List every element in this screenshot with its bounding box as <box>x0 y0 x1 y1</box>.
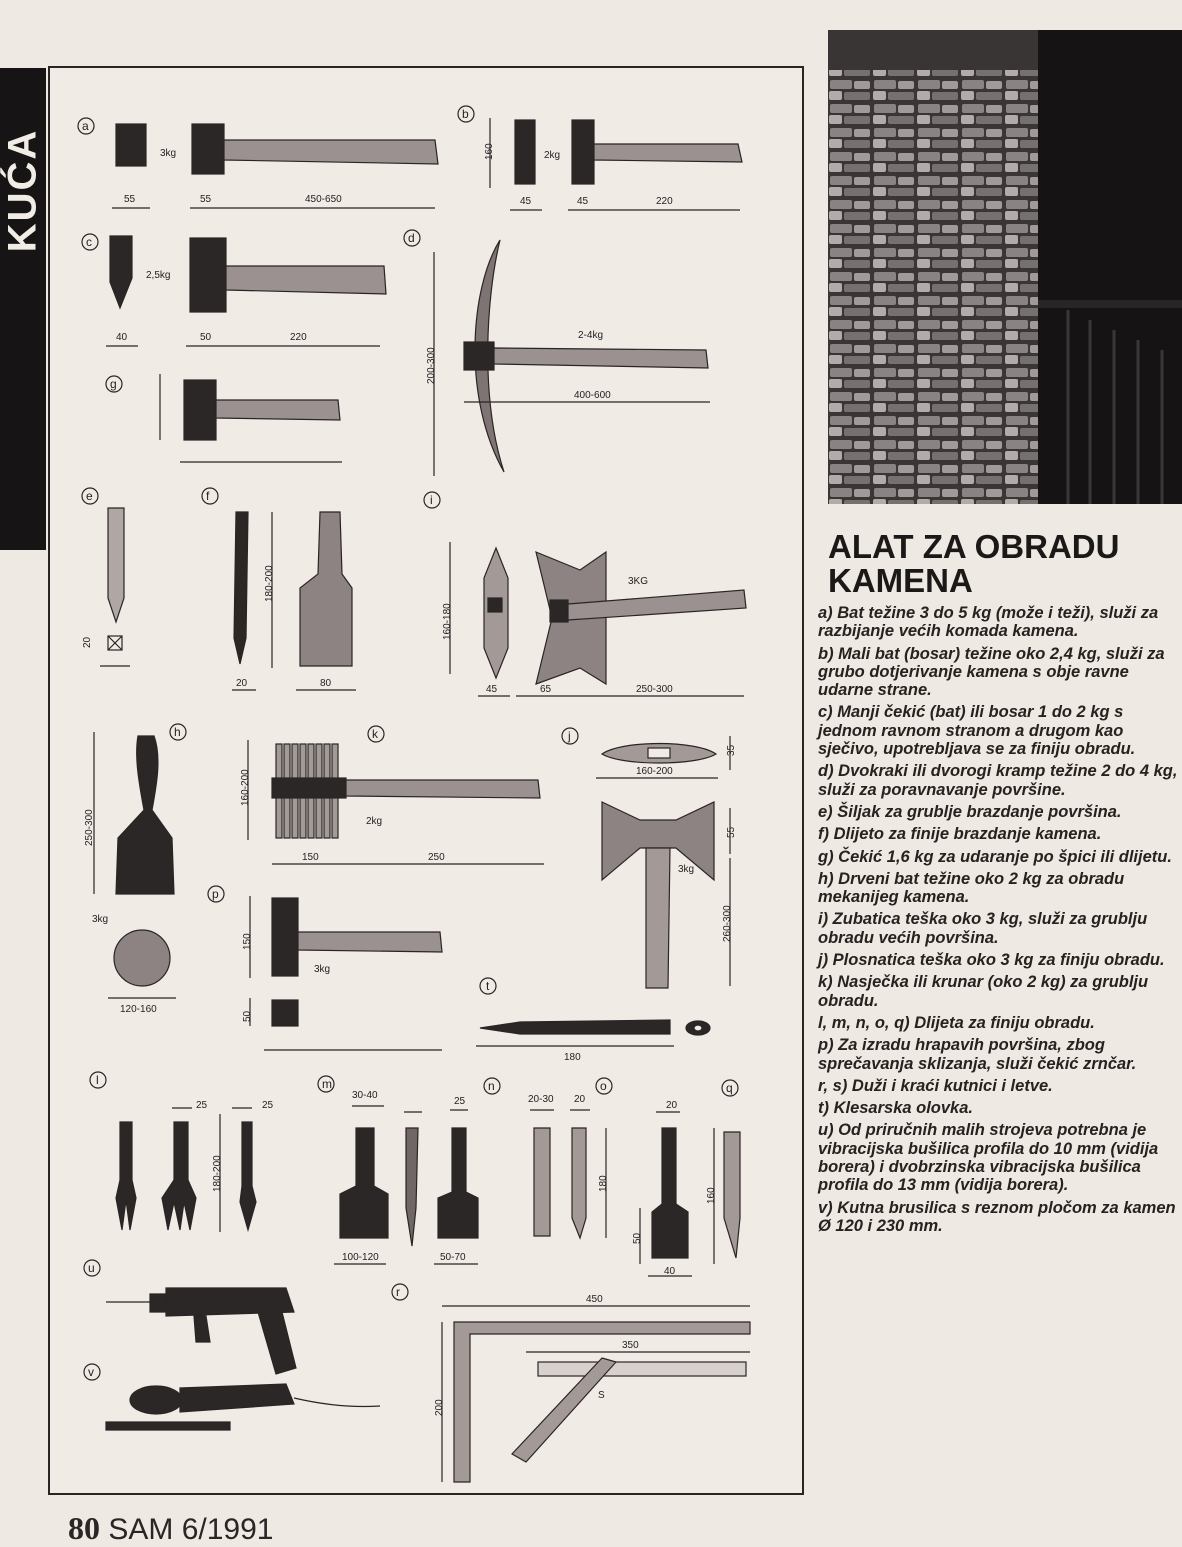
label-t-len: 180 <box>564 1052 581 1063</box>
label-f-d1: 20 <box>236 678 248 689</box>
label-c-d3: 220 <box>290 332 307 343</box>
tool-g-hammer <box>106 374 342 462</box>
label-i-weight: 3KG <box>628 576 649 587</box>
caption-item: f) Dlijeto za finije brazdanje kamena. <box>818 825 1102 844</box>
letter-t: t <box>486 979 490 993</box>
label-h-h: 250-300 <box>84 809 95 846</box>
caption-item: d) Dvokraki ili dvorogi kramp težine 2 do 4 kg, služi za poravnavanje površine. <box>818 762 1178 799</box>
label-m-d3: 100-120 <box>342 1252 379 1263</box>
tool-p-bushing-hammer <box>208 886 442 1050</box>
label-m-d2: 25 <box>454 1096 466 1107</box>
label-p-h1: 150 <box>242 933 253 950</box>
tool-r-square <box>392 1284 750 1482</box>
label-c-d2: 50 <box>200 332 212 343</box>
letter-j: j <box>568 729 571 743</box>
stone-wall-image <box>828 30 1182 504</box>
label-d-weight: 2-4kg <box>578 330 604 341</box>
letter-h: h <box>174 725 181 739</box>
letter-c: c <box>86 235 92 249</box>
caption-item: e) Šiljak za grublje brazdanje površina. <box>818 802 1122 821</box>
article-title-line1: ALAT ZA OBRADU <box>828 528 1120 565</box>
label-k-d1: 150 <box>302 852 319 863</box>
label-a-d3: 450-650 <box>305 194 342 205</box>
caption-item: p) Za izradu hrapavih površina, zbog sprečavanja sklizanja, služi čekić zrnčar. <box>818 1036 1137 1073</box>
letter-p: p <box>212 887 219 901</box>
label-a-weight: 3kg <box>160 148 177 159</box>
letter-a: a <box>82 119 89 133</box>
label-o-d1: 20 <box>666 1100 678 1111</box>
magazine-issue: SAM 6/1991 <box>108 1513 274 1546</box>
label-n-d2: 20 <box>574 1094 586 1105</box>
label-d-len: 400-600 <box>574 390 611 401</box>
caption-item: b) Mali bat (bosar) težine oko 2,4 kg, služi za grubo dotjerivanje kamena s obje ravne udarne strane. <box>818 644 1165 700</box>
tool-d-pickaxe <box>404 230 710 476</box>
label-l-d2: 25 <box>262 1100 274 1111</box>
caption-item: l, m, n, o, q) Dlijeta za finiju obradu. <box>818 1013 1095 1032</box>
label-o-d2: 40 <box>664 1266 676 1277</box>
article-title <box>828 530 1168 598</box>
label-m-d1: 30-40 <box>352 1090 378 1101</box>
label-a-d2: 55 <box>200 194 212 205</box>
label-b-d3: 220 <box>656 196 673 207</box>
label-i-h: 160-180 <box>442 603 453 640</box>
stone-wall-photo <box>828 30 1182 504</box>
label-o-h: 50 <box>632 1232 643 1244</box>
label-l-h: 180-200 <box>212 1155 223 1192</box>
caption-item: j) Plosnatica teška oko 3 kg za finiju obradu. <box>818 951 1165 970</box>
tool-k-crandall <box>240 726 544 864</box>
label-d-h: 200-300 <box>426 347 437 384</box>
tool-i-bush-hammer <box>424 492 746 696</box>
label-f-h: 180-200 <box>264 565 275 602</box>
caption-item: g) Čekić 1,6 kg za udaranje po špici ili dlijetu. <box>818 847 1172 866</box>
letter-e: e <box>86 489 93 503</box>
label-r-h: 200 <box>434 1399 445 1416</box>
label-i-d3: 250-300 <box>636 684 673 695</box>
article-title-line2: KAMENA <box>828 562 973 599</box>
tool-e-point-chisel <box>82 488 130 666</box>
tool-b-small-hammer <box>458 106 742 210</box>
label-k-d2: 250 <box>428 852 445 863</box>
tool-a-sledgehammer <box>78 118 438 208</box>
tool-u-impact-drill <box>84 1260 296 1374</box>
label-n-d1: 20-30 <box>528 1094 554 1105</box>
letter-f: f <box>206 489 210 503</box>
label-i-d1: 45 <box>486 684 498 695</box>
label-j-w: 160-200 <box>636 766 673 777</box>
tool-c-hammer <box>82 234 386 346</box>
label-h-d: 120-160 <box>120 1004 157 1015</box>
label-q-h: 160 <box>706 1187 717 1204</box>
label-c-d1: 40 <box>116 332 128 343</box>
label-j-h1: 35 <box>726 744 737 756</box>
label-b-d2: 45 <box>577 196 589 207</box>
label-s: S <box>598 1390 605 1401</box>
label-l-d1: 25 <box>196 1100 208 1111</box>
label-j-h3: 260-300 <box>722 905 733 942</box>
tool-q-chisel <box>706 1080 740 1264</box>
label-k-weight: 2kg <box>366 816 383 827</box>
letter-i: i <box>430 493 433 507</box>
tool-o-chisel <box>596 1078 692 1277</box>
tool-j-axe <box>562 728 737 988</box>
letter-n: n <box>488 1079 495 1093</box>
letter-b: b <box>462 107 469 121</box>
caption-item: i) Zubatica teška oko 3 kg, služi za grublju obradu većih površina. <box>818 910 1148 947</box>
letter-m: m <box>322 1077 332 1091</box>
label-s-len: 350 <box>622 1340 639 1351</box>
label-f-d2: 80 <box>320 678 332 689</box>
letter-r: r <box>396 1285 400 1299</box>
label-r-len: 450 <box>586 1294 603 1305</box>
caption-item: h) Drveni bat težine oko 2 kg za obradu mekanijeg kamena. <box>818 869 1125 907</box>
label-b-d1: 45 <box>520 196 532 207</box>
label-h-weight: 3kg <box>92 914 109 925</box>
letter-q: q <box>726 1081 733 1095</box>
label-m-d4: 50-70 <box>440 1252 466 1263</box>
letter-u: u <box>88 1261 95 1275</box>
caption-item: t) Klesarska olovka. <box>818 1099 973 1118</box>
caption-item: v) Kutna brusilica s reznom pločom za kamen Ø 120 i 230 mm. <box>818 1198 1176 1235</box>
letter-g: g <box>110 377 117 391</box>
label-a-d1: 55 <box>124 194 136 205</box>
caption-item: k) Nasječka ili krunar (oko 2 kg) za grublju obradu. <box>818 973 1149 1010</box>
label-i-d2: 65 <box>540 684 552 695</box>
tools-n-chisels <box>484 1078 609 1238</box>
caption-item: c) Manji čekić (bat) ili bosar 1 do 2 kg s jednom ravnom stranom a drugom kao sječivo, upotrebljava se za finiju obradu. <box>818 703 1136 759</box>
caption-item: u) Od priručnih malih strojeva potrebna je vibracijska bušilica profila do 10 mm (vidija borera) i dvobrzinska vibracijska bušilica profila do 13 mm (vidija borera). <box>818 1121 1159 1195</box>
letter-o: o <box>600 1079 607 1093</box>
tools-diagram-frame <box>48 66 804 1495</box>
section-tab-label: KUĆA <box>0 128 45 253</box>
caption-item: r, s) Duži i kraći kutnici i letve. <box>818 1076 1053 1095</box>
letter-d: d <box>408 231 415 245</box>
page-number: 80 <box>68 1510 100 1546</box>
page-footer <box>68 1510 273 1547</box>
label-j-h2: 55 <box>726 826 737 838</box>
label-p-h2: 50 <box>242 1010 253 1022</box>
tools-m-chisels <box>318 1076 478 1264</box>
letter-v: v <box>88 1365 94 1379</box>
label-b-weight: 2kg <box>544 150 561 161</box>
tool-f-chisel <box>202 488 356 690</box>
tool-v-angle-grinder <box>84 1364 380 1430</box>
caption-item: a) Bat težine 3 do 5 kg (može i teži), služi za razbijanje većih komada kamena. <box>818 604 1159 641</box>
tools-diagram <box>50 68 802 1493</box>
tools-l-tooth-chisels <box>90 1072 274 1232</box>
tool-h-wooden-mallet <box>84 724 186 1015</box>
label-k-h: 160-200 <box>240 769 251 806</box>
label-e-d: 20 <box>82 636 93 648</box>
label-j-weight: 3kg <box>678 864 695 875</box>
section-tab <box>0 68 46 550</box>
caption-list <box>818 604 1180 1239</box>
label-c-weight: 2,5kg <box>146 270 171 281</box>
tool-t-stone-pencil <box>476 978 710 1063</box>
label-b-h: 160 <box>484 143 495 160</box>
letter-l: l <box>96 1073 99 1087</box>
label-n-h: 180 <box>598 1175 609 1192</box>
letter-k: k <box>372 727 378 741</box>
label-p-weight: 3kg <box>314 964 331 975</box>
